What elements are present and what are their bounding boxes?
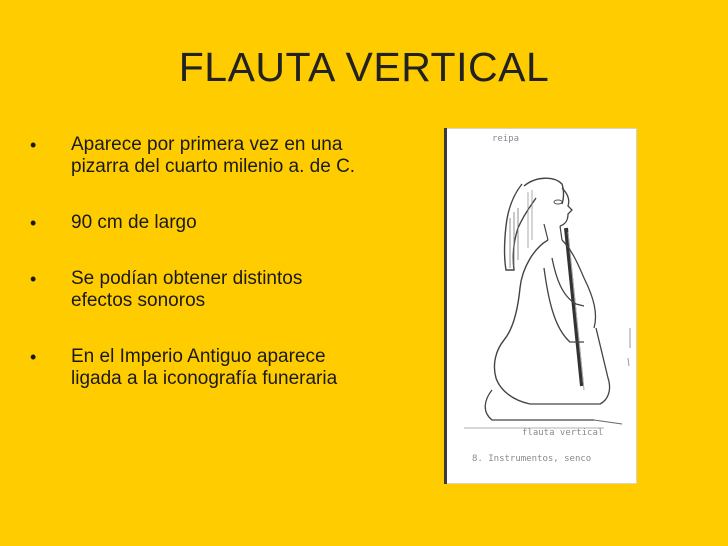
bullet-item xyxy=(26,346,356,390)
slide-title: FLAUTA VERTICAL xyxy=(178,44,550,90)
bullet-item xyxy=(26,268,356,312)
illustration-caption-flute: flauta vertical xyxy=(522,428,604,438)
illustration-caption-bottom: 8. Instrumentos, senco xyxy=(472,454,592,464)
bullet-text: En el Imperio Antiguo aparece ligada a la iconografía funeraria xyxy=(71,346,338,389)
bullet-text: Se podían obtener distintos efectos sonoros xyxy=(71,268,303,311)
bullet-text: 90 cm de largo xyxy=(71,212,197,233)
bullet-dot-icon: • xyxy=(30,213,37,233)
bullet-dot-icon: • xyxy=(30,135,37,155)
bullet-item xyxy=(26,212,356,234)
bullet-text: Aparece por primera vez en una pizarra del cuarto milenio a. de C. xyxy=(71,134,356,177)
bullet-item xyxy=(26,134,356,178)
bullet-dot-icon: • xyxy=(30,347,37,367)
flute-player-illustration xyxy=(444,128,637,484)
illustration-caption-top: reipa xyxy=(492,134,520,144)
bullet-list xyxy=(26,134,356,390)
bullet-dot-icon: • xyxy=(30,269,37,289)
